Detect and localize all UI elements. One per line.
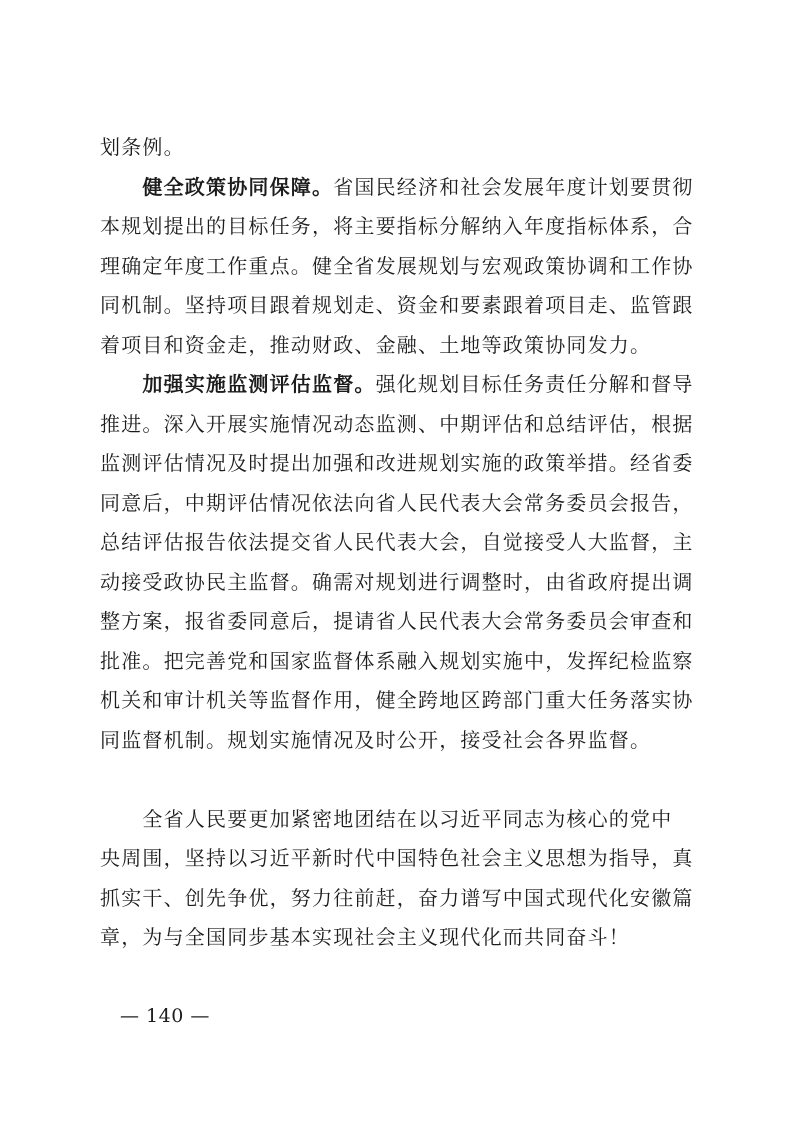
body-line: 理确定年度工作重点。健全省发展规划与宏观政策协调和工作协 [100, 253, 694, 278]
body-line: 本规划提出的目标任务，将主要指标分解纳入年度指标体系，合 [100, 214, 694, 238]
section-text: 省国民经济和社会发展年度计划要贯彻 [333, 174, 694, 199]
body-line: 整方案，报省委同意后，提请省人民代表大会常务委员会审查和 [100, 609, 694, 633]
continuation-line: 划条例。 [100, 135, 185, 159]
paragraph-spacer [100, 760, 700, 800]
section-text: 强化规划目标任务责任分解和督导 [375, 372, 694, 396]
body-line: 同监督机制。规划实施情况及时公开，接受社会各界监督。 [100, 727, 652, 752]
section-heading: 健全政策协同保障。 [142, 174, 334, 199]
section-heading: 加强实施监测评估监督。 [142, 372, 376, 396]
body-line: 监测评估情况及时提出加强和改进规划实施的政策举措。经省委 [100, 451, 694, 475]
section-first-line [100, 365, 700, 405]
section-first-line [100, 168, 700, 208]
body-line: 同机制。坚持项目跟着规划走、资金和要素跟着项目走、监管跟 [100, 293, 694, 317]
body-line: 总结评估报告依法提交省人民代表大会，自觉接受人大监督，主 [100, 530, 694, 554]
body-line: 推进。深入开展实施情况动态监测、中期评估和总结评估，根据 [100, 411, 694, 436]
paragraph-spacer [100, 958, 700, 998]
body-line: 章，为与全国同步基本实现社会主义现代化而共同奋斗！ [100, 925, 630, 949]
body-text [100, 128, 700, 1037]
body-line: 批准。把完善党和国家监督体系融入规划实施中，发挥纪检监察 [100, 648, 694, 673]
page-number: — 140 — [120, 1005, 210, 1027]
closing-first-line: 全省人民要更加紧密地团结在以习近平同志为核心的党中 [142, 806, 673, 831]
body-line: 同意后，中期评估情况依法向省人民代表大会常务委员会报告， [100, 490, 694, 515]
body-line: 抓实干、创先争优，努力往前赶，奋力谱写中国式现代化安徽篇 [100, 885, 694, 910]
body-line: 央周围，坚持以习近平新时代中国特色社会主义思想为指导，真 [100, 846, 694, 870]
body-line: 机关和审计机关等监督作用，健全跨地区跨部门重大任务落实协 [100, 688, 694, 712]
body-line: 动接受政协民主监督。确需对规划进行调整时，由省政府提出调 [100, 569, 694, 594]
body-line: 着项目和资金走，推动财政、金融、土地等政策协同发力。 [100, 332, 652, 357]
